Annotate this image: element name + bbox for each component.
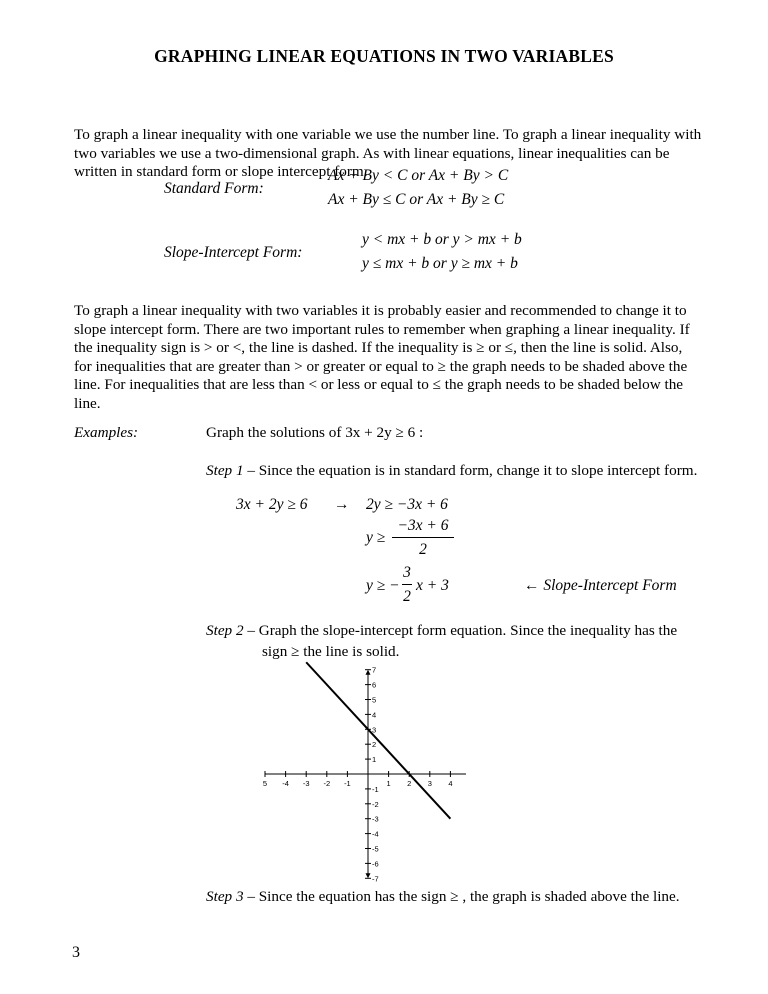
page-number: 3 — [72, 944, 80, 961]
derivation-line1: 2y ≥ −3x + 6 — [366, 496, 448, 513]
x-tick-label: 5 — [262, 779, 268, 788]
examples-label: Examples: — [74, 424, 139, 441]
derivation-line2-left: y ≥ — [366, 529, 386, 546]
step1-text: – Since the equation is in standard form, change it to slope intercept form. — [243, 462, 698, 479]
step2-line2: sign ≥ the line is solid. — [262, 643, 400, 660]
derivation-line2-denominator: 2 — [419, 541, 427, 558]
standard-form-line1: Ax + By < C or Ax + By > C — [328, 167, 509, 184]
y-axis-arrow — [366, 873, 371, 878]
slope-form-label: Slope-Intercept Form: — [164, 244, 303, 261]
y-tick-label: 2 — [372, 740, 377, 750]
step2-label: Step 2 — [206, 622, 244, 639]
x-tick-label: 1 — [386, 779, 391, 788]
standard-form-label: Standard Form: — [164, 180, 264, 197]
derivation-lhs: 3x + 2y ≥ 6 — [236, 496, 308, 513]
rules-paragraph: To graph a linear inequality with two variables it is probably easier and recommended to change it to slope intercept form. There are two important rules to remember when graphing a linear inequality. If the inequality sign is > or <, the line is dashed. If the inequality is ≥ or ≤, then the line is solid. Also, for inequalities that are greater than > or greater or equal to ≥ the graph needs to be shaded above the line. For inequalities that are less than < or less or equal to ≤ the graph needs to be shaded below the line. — [74, 302, 690, 412]
example-prompt: Graph the solutions of 3x + 2y ≥ 6 : — [206, 424, 424, 441]
y-tick-label: -6 — [372, 859, 379, 869]
step1-label: Step 1 — [206, 462, 244, 479]
x-tick-label: 3 — [427, 779, 432, 788]
y-tick-label: -5 — [372, 844, 379, 854]
step2-text: – Graph the slope-intercept form equation. Since the inequality has the — [243, 622, 678, 639]
x-tick-label: -3 — [302, 779, 310, 788]
intro-paragraph: To graph a linear inequality with one variable we use the number line. To graph a linear inequality with two variables we use a two-dimensional graph. As with linear equations, linear inequalities can be written in standard form or slope intercept form. — [74, 126, 702, 181]
step3-label: Step 3 — [206, 888, 244, 905]
y-axis-arrow — [366, 670, 371, 675]
x-tick-label: -4 — [282, 779, 289, 788]
slope-form-line1: y < mx + b or y > mx + b — [362, 231, 522, 248]
y-tick-label: -1 — [372, 784, 379, 794]
boundary-line — [306, 662, 453, 818]
derivation-line3-right: x + 3 — [416, 577, 449, 594]
page-title: GRAPHING LINEAR EQUATIONS IN TWO VARIABLES — [154, 46, 614, 66]
y-tick-label: -7 — [372, 874, 379, 884]
step1-line — [206, 462, 697, 480]
y-tick-label: 6 — [372, 680, 377, 690]
x-tick-label: 4 — [448, 779, 453, 788]
step2-line — [206, 622, 677, 640]
y-tick-label: 1 — [372, 755, 377, 765]
step3-text: – Since the equation has the sign ≥ , the graph is shaded above the line. — [243, 888, 680, 905]
slope-form-line2: y ≤ mx + b or y ≥ mx + b — [362, 255, 518, 272]
y-tick-label: 7 — [372, 665, 377, 675]
inequality-graph — [245, 660, 485, 886]
y-tick-label: -3 — [372, 814, 379, 824]
y-tick-label: -2 — [372, 799, 379, 809]
derivation-arrow: → — [334, 496, 350, 513]
y-tick-label: 3 — [372, 725, 377, 735]
y-tick-label: 5 — [372, 695, 377, 705]
derivation-line3-denominator: 2 — [403, 588, 411, 605]
y-tick-label: -4 — [372, 829, 379, 839]
y-tick-label: 4 — [372, 710, 377, 720]
x-tick-label: -2 — [323, 779, 331, 788]
slope-intercept-note: ← Slope-Intercept Form — [524, 577, 677, 594]
derivation-line2-numerator: −3x + 6 — [397, 517, 449, 534]
x-tick-label: 2 — [407, 779, 412, 788]
fraction-bar — [392, 537, 454, 538]
derivation-line3-left: y ≥ − — [366, 577, 400, 594]
derivation-line3-numerator: 3 — [403, 564, 411, 581]
standard-form-line2: Ax + By ≤ C or Ax + By ≥ C — [328, 191, 505, 208]
fraction-bar — [402, 584, 412, 585]
step3-line — [206, 888, 680, 906]
x-tick-label: -1 — [344, 779, 351, 788]
